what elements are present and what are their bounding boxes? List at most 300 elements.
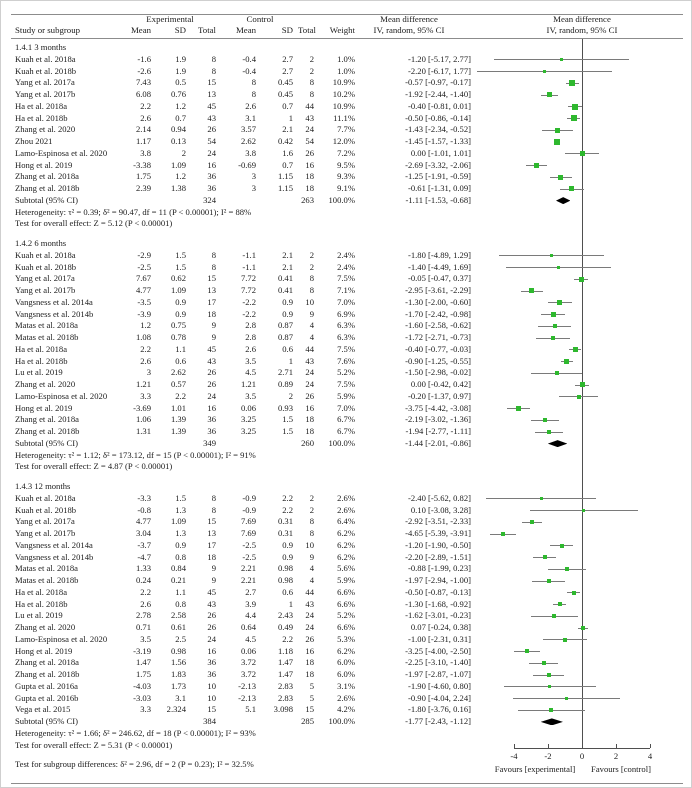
exp-total: 10 xyxy=(207,680,216,691)
weight-value: 6.6% xyxy=(337,586,355,597)
exp-sd: 1.9 xyxy=(175,65,186,76)
subtotal-exp-total: 349 xyxy=(203,437,216,448)
ctl-sd: 2.2 xyxy=(282,633,293,644)
forest-table-body xyxy=(1,42,692,771)
exp-total: 9 xyxy=(211,332,216,342)
ctl-mean: 4.4 xyxy=(245,610,256,621)
ctl-sd: 0.9 xyxy=(282,551,293,562)
ci-text: 0.10 [-3.08, 3.28] xyxy=(410,504,471,515)
ctl-sd: 2.1 xyxy=(282,124,293,135)
forest-cell xyxy=(471,148,692,160)
ctl-mean: 8 xyxy=(251,89,256,99)
header-mean1: Mean xyxy=(130,25,151,35)
study-name: Yang et al. 2017a xyxy=(15,273,75,284)
ctl-total: 10 xyxy=(305,539,314,550)
ci-text: -1.30 [-1.68, -0.92] xyxy=(405,598,471,609)
exp-sd: 1.5 xyxy=(175,249,186,260)
point-estimate-marker xyxy=(552,614,556,618)
study-name: Kuah et al. 2018a xyxy=(15,492,76,503)
weight-value: 5.6% xyxy=(337,563,355,574)
exp-total: 13 xyxy=(207,285,216,295)
weight-value: 12.0% xyxy=(332,136,355,146)
ci-text: -1.43 [-2.34, -0.52] xyxy=(405,124,471,135)
ctl-sd: 1.5 xyxy=(282,426,293,436)
exp-sd: 2.62 xyxy=(170,367,186,378)
ctl-sd: 0.98 xyxy=(277,575,293,585)
ci-text: -1.62 [-3.01, -0.23] xyxy=(405,610,471,621)
ctl-mean: 2.8 xyxy=(245,332,256,342)
exp-mean: 2.2 xyxy=(140,343,151,354)
ctl-sd: 2.1 xyxy=(282,261,293,272)
ctl-mean: 7.72 xyxy=(240,285,256,295)
ci-text: -2.95 [-3.61, -2.29] xyxy=(405,285,471,295)
ci-text: 0.00 [-1.01, 1.01] xyxy=(410,147,471,158)
ctl-mean: 3.72 xyxy=(240,657,256,668)
ctl-total: 15 xyxy=(305,704,314,715)
exp-mean: 1.21 xyxy=(135,379,151,389)
ctl-mean: 3.9 xyxy=(245,598,256,609)
weight-value: 6.2% xyxy=(337,539,355,550)
weight-value: 10.9% xyxy=(332,100,355,111)
exp-sd: 1.1 xyxy=(175,586,186,597)
subtotal-ctl-total: 285 xyxy=(301,716,314,726)
ctl-total: 9 xyxy=(309,308,314,319)
weight-value: 5.9% xyxy=(337,390,355,401)
study-name: Lamo-Espinosa et al. 2020 xyxy=(15,390,108,401)
study-name: Ha et al. 2018a xyxy=(15,586,68,597)
ctl-sd: 0.93 xyxy=(277,402,293,413)
exp-total: 8 xyxy=(211,504,216,515)
study-name: Zhang et al. 2020 xyxy=(15,379,76,389)
study-name: Zhang et al. 2018a xyxy=(15,657,79,668)
ctl-sd: 0.7 xyxy=(282,100,293,111)
ci-text: -0.90 [-4.04, 2.24] xyxy=(407,692,471,703)
subtotal-diamond xyxy=(541,718,563,725)
weight-value: 5.3% xyxy=(337,633,355,644)
ctl-sd: 0.31 xyxy=(277,516,293,527)
ctl-mean: -2.5 xyxy=(242,539,256,550)
exp-sd: 1.9 xyxy=(175,53,186,64)
exp-total: 36 xyxy=(207,171,216,182)
ci-text: -0.50 [-0.87, -0.13] xyxy=(405,586,471,597)
study-name: Gupta et al. 2016b xyxy=(15,692,79,703)
exp-total: 18 xyxy=(207,551,216,562)
point-estimate-marker xyxy=(501,532,505,536)
exp-total: 8 xyxy=(211,492,216,503)
ctl-sd: 0.7 xyxy=(282,159,293,170)
ctl-total: 2 xyxy=(309,492,314,503)
weight-value: 6.3% xyxy=(337,332,355,342)
study-name: Zhang et al. 2020 xyxy=(15,124,76,135)
ctl-mean: -1.1 xyxy=(242,261,256,272)
ci-text: 0.00 [-0.42, 0.42] xyxy=(410,379,471,389)
ctl-mean: 0.06 xyxy=(240,402,256,413)
weight-value: 6.7% xyxy=(337,414,355,425)
ctl-total: 10 xyxy=(305,296,314,307)
ctl-total: 18 xyxy=(305,669,314,679)
exp-mean: 2.6 xyxy=(140,355,151,366)
blank xyxy=(216,195,256,207)
study-name: Yang et al. 2017a xyxy=(15,516,75,527)
study-row xyxy=(1,704,692,716)
exp-total: 36 xyxy=(207,426,216,436)
weight-value: 6.0% xyxy=(337,657,355,668)
ctl-total: 2 xyxy=(309,65,314,76)
ctl-sd: 2.7 xyxy=(282,65,293,76)
study-name: Hong et al. 2019 xyxy=(15,159,73,170)
study-name: Yang et al. 2017b xyxy=(15,528,76,538)
exp-sd: 2 xyxy=(181,147,186,158)
ctl-sd: 1 xyxy=(288,112,293,123)
weight-value: 3.1% xyxy=(337,680,355,691)
overall-effect-row-text: Test for overall effect: Z = 4.87 (P < 0.00001) xyxy=(15,461,173,472)
exp-sd: 1.2 xyxy=(175,171,186,182)
study-row xyxy=(1,516,692,528)
exp-mean: -3.9 xyxy=(137,308,151,319)
exp-mean: 1.17 xyxy=(135,136,151,146)
forest-cell xyxy=(471,426,692,438)
weight-value: 2.6% xyxy=(337,504,355,515)
exp-mean: -2.6 xyxy=(137,65,151,76)
subgroup-label xyxy=(1,42,692,54)
study-row xyxy=(1,356,692,368)
study-row xyxy=(1,344,692,356)
header-sd1: SD xyxy=(174,25,186,35)
exp-sd: 0.7 xyxy=(175,112,186,123)
subtotal-ci-text: -1.44 [-2.01, -0.86] xyxy=(405,437,471,448)
ctl-sd: 1 xyxy=(288,598,293,609)
forest-cell xyxy=(471,669,692,681)
exp-total: 24 xyxy=(207,633,216,644)
ci-text: -0.20 [-1.37, 0.97] xyxy=(407,390,471,401)
study-name: Vangsness et al. 2014b xyxy=(15,551,94,562)
study-name: Matas et al. 2018a xyxy=(15,320,79,331)
forest-cell xyxy=(471,634,692,646)
header-sd2: SD xyxy=(281,25,293,35)
point-estimate-marker xyxy=(560,544,564,548)
exp-mean: 0.24 xyxy=(135,575,151,585)
point-estimate-marker xyxy=(547,673,551,677)
point-estimate-marker xyxy=(565,697,568,700)
exp-total: 9 xyxy=(211,320,216,331)
ctl-sd: 0.6 xyxy=(282,343,293,354)
subtotal-row xyxy=(1,438,692,450)
exp-mean: 7.43 xyxy=(135,77,151,88)
ctl-total: 8 xyxy=(309,516,314,527)
x-axis-tick-label: 0 xyxy=(579,751,585,761)
exp-sd: 0.9 xyxy=(175,308,186,319)
forest-cell xyxy=(471,575,692,587)
exp-mean: -3.7 xyxy=(137,539,151,550)
forest-cell xyxy=(471,77,692,89)
exp-sd: 1.1 xyxy=(175,343,186,354)
exp-mean: 3.3 xyxy=(140,704,151,715)
study-row xyxy=(1,297,692,309)
study-name: Vega et al. 2015 xyxy=(15,704,71,715)
subgroup-differences-row xyxy=(1,759,692,771)
study-name: Vangsness et al. 2014a xyxy=(15,296,93,307)
exp-sd: 2.58 xyxy=(170,610,186,621)
exp-sd: 1.01 xyxy=(170,402,186,413)
ci-text: -1.30 [-2.00, -0.60] xyxy=(405,296,471,307)
exp-sd: 1.56 xyxy=(170,657,186,668)
ci-text: -1.25 [-1.91, -0.59] xyxy=(405,171,471,182)
ctl-total: 44 xyxy=(305,343,314,354)
study-row xyxy=(1,379,692,391)
point-estimate-marker xyxy=(543,418,547,422)
forest-cell xyxy=(471,646,692,658)
ci-text: -0.61 [-1.31, 0.09] xyxy=(407,183,471,193)
weight-value: 7.7% xyxy=(337,124,355,135)
exp-sd: 2.5 xyxy=(175,633,186,644)
exp-mean: -3.03 xyxy=(133,692,151,703)
forest-cell xyxy=(471,285,692,297)
ctl-total: 24 xyxy=(305,367,314,378)
forest-cell xyxy=(471,552,692,564)
exp-total: 9 xyxy=(211,563,216,574)
weight-value: 7.0% xyxy=(337,296,355,307)
ctl-sd: 0.31 xyxy=(277,528,293,538)
point-estimate-marker xyxy=(557,266,560,269)
forest-cell xyxy=(471,681,692,693)
exp-mean: 1.75 xyxy=(135,171,151,182)
ci-text: -2.25 [-3.10, -1.40] xyxy=(405,657,471,668)
blank xyxy=(127,438,151,450)
point-estimate-marker xyxy=(573,347,578,352)
ctl-total: 44 xyxy=(305,586,314,597)
ctl-mean: -0.4 xyxy=(242,53,256,64)
exp-sd: 0.9 xyxy=(175,539,186,550)
exp-total: 45 xyxy=(207,100,216,111)
exp-total: 45 xyxy=(207,586,216,597)
weight-value: 9.3% xyxy=(337,171,355,182)
exp-total: 8 xyxy=(211,261,216,272)
study-name: Gupta et al. 2016a xyxy=(15,680,79,691)
ci-text: -1.72 [-2.71, -0.73] xyxy=(405,332,471,342)
subgroup-label-text: 1.4.1 3 months xyxy=(15,42,67,52)
point-estimate-marker xyxy=(550,254,553,257)
point-estimate-marker xyxy=(558,175,563,180)
study-row xyxy=(1,66,692,78)
exp-sd: 0.9 xyxy=(175,296,186,307)
exp-mean: 3.8 xyxy=(140,147,151,158)
exp-sd: 1.2 xyxy=(175,100,186,111)
exp-sd: 1.83 xyxy=(170,669,186,679)
forest-cell xyxy=(471,438,692,450)
forest-cell xyxy=(471,183,692,195)
study-row xyxy=(1,320,692,332)
forest-cell xyxy=(471,136,692,148)
weight-value: 5.9% xyxy=(337,575,355,585)
exp-total: 36 xyxy=(207,657,216,668)
ctl-mean: 7.69 xyxy=(240,516,256,527)
heterogeneity-row-text: Heterogeneity: τ² = 1.12; δ² = 173.12, df = 15 (P < 0.00001); I² = 91% xyxy=(15,449,256,460)
favours-right-label: Favours [control] xyxy=(591,764,651,774)
ctl-total: 16 xyxy=(305,402,314,413)
ctl-mean: -2.13 xyxy=(238,680,256,691)
ctl-total: 8 xyxy=(309,285,314,295)
exp-mean: 3 xyxy=(146,367,151,378)
study-row xyxy=(1,183,692,195)
study-row xyxy=(1,136,692,148)
header-md-sub: IV, random, 95% CI xyxy=(373,25,445,35)
ctl-total: 54 xyxy=(305,136,314,146)
ctl-mean: 2.6 xyxy=(245,343,256,354)
study-name: Matas et al. 2018b xyxy=(15,332,79,342)
ctl-mean: 8 xyxy=(251,77,256,88)
subtotal-diamond xyxy=(548,440,568,447)
study-row xyxy=(1,528,692,540)
ci-text: -1.94 [-2.77, -1.11] xyxy=(405,426,471,436)
ctl-total: 24 xyxy=(305,124,314,135)
study-row xyxy=(1,414,692,426)
exp-sd: 3.1 xyxy=(175,692,186,703)
ctl-mean: 3 xyxy=(251,171,256,182)
exp-mean: 1.31 xyxy=(135,426,151,436)
ctl-sd: 0.89 xyxy=(277,379,293,389)
exp-mean: 2.39 xyxy=(135,183,151,193)
weight-value: 7.0% xyxy=(337,402,355,413)
ctl-sd: 2.2 xyxy=(282,504,293,515)
exp-sd: 2.324 xyxy=(166,704,186,715)
header-mean2: Mean xyxy=(235,25,256,35)
study-row xyxy=(1,693,692,705)
exp-sd: 0.94 xyxy=(170,124,186,135)
exp-mean: -3.5 xyxy=(137,296,151,307)
header-total1: Total xyxy=(198,25,216,35)
exp-mean: -2.5 xyxy=(137,261,151,272)
exp-total: 13 xyxy=(207,528,216,538)
weight-value: 2.6% xyxy=(337,692,355,703)
ctl-mean: 3.5 xyxy=(245,355,256,366)
exp-total: 26 xyxy=(207,622,216,632)
study-name: Matas et al. 2018b xyxy=(15,575,79,585)
ctl-mean: 5.1 xyxy=(245,704,256,715)
ctl-total: 18 xyxy=(305,426,314,436)
header-weight: Weight xyxy=(329,25,355,35)
ci-text: -0.88 [-1.99, 0.23] xyxy=(407,563,471,574)
exp-mean: 0.71 xyxy=(135,622,151,632)
study-name: Zhou 2021 xyxy=(15,136,53,146)
ctl-sd: 0.45 xyxy=(277,77,293,88)
ctl-sd: 3.098 xyxy=(273,704,293,715)
ci-text: -2.20 [-6.17, 1.77] xyxy=(407,65,471,76)
point-estimate-marker xyxy=(549,708,553,712)
ctl-total: 2 xyxy=(309,249,314,260)
exp-mean: -3.38 xyxy=(133,159,151,170)
subgroup-label-text: 1.4.2 6 months xyxy=(15,238,67,248)
forest-cell xyxy=(471,297,692,309)
study-name: Zhang et al. 2018a xyxy=(15,414,79,425)
point-estimate-marker xyxy=(547,579,551,583)
ci-text: -0.57 [-0.97, -0.17] xyxy=(405,77,471,88)
exp-sd: 0.6 xyxy=(175,355,186,366)
study-row xyxy=(1,646,692,658)
exp-total: 54 xyxy=(207,136,216,146)
ctl-mean: 1.21 xyxy=(240,379,256,389)
study-row xyxy=(1,575,692,587)
ci-text: -2.92 [-3.51, -2.33] xyxy=(405,516,471,527)
ctl-mean: -1.1 xyxy=(242,249,256,260)
ctl-total: 5 xyxy=(309,692,314,703)
study-row xyxy=(1,669,692,681)
ci-text: -1.60 [-2.58, -0.62] xyxy=(405,320,471,331)
study-row xyxy=(1,552,692,564)
exp-sd: 0.75 xyxy=(170,320,186,331)
forest-cell xyxy=(471,160,692,172)
exp-sd: 0.76 xyxy=(170,89,186,99)
weight-value: 10.9% xyxy=(332,77,355,88)
exp-total: 16 xyxy=(207,402,216,413)
forest-cell xyxy=(471,101,692,113)
ctl-total: 5 xyxy=(309,680,314,691)
forest-cell xyxy=(471,403,692,415)
ctl-sd: 1.47 xyxy=(277,657,293,668)
exp-mean: 7.67 xyxy=(135,273,151,284)
exp-total: 26 xyxy=(207,379,216,389)
exp-sd: 0.13 xyxy=(170,136,186,146)
subtotal-weight: 100.0% xyxy=(328,194,355,205)
ctl-sd: 2.43 xyxy=(277,610,293,621)
study-name: Ha et al. 2018b xyxy=(15,598,68,609)
exp-total: 16 xyxy=(207,159,216,170)
exp-mean: 2.14 xyxy=(135,124,151,135)
forest-cell xyxy=(471,250,692,262)
study-name: Zhang et al. 2018b xyxy=(15,183,80,193)
ctl-total: 2 xyxy=(309,261,314,272)
ci-text: -1.90 [-4.60, 0.80] xyxy=(407,680,471,691)
weight-value: 2.6% xyxy=(337,492,355,503)
ctl-total: 9 xyxy=(309,551,314,562)
section-gap xyxy=(1,230,692,238)
exp-sd: 0.84 xyxy=(170,563,186,574)
exp-mean: 6.08 xyxy=(135,89,151,99)
header-group-experimental: Experimental xyxy=(146,14,194,24)
ctl-total: 8 xyxy=(309,77,314,88)
study-name: Ha et al. 2018b xyxy=(15,112,68,123)
ctl-sd: 0.42 xyxy=(277,136,293,146)
ctl-total: 24 xyxy=(305,379,314,389)
ctl-total: 26 xyxy=(305,633,314,644)
ctl-total: 18 xyxy=(305,657,314,668)
ci-text: -2.40 [-5.62, 0.82] xyxy=(407,492,471,503)
forest-cell xyxy=(471,716,692,728)
ci-text: -1.97 [-2.87, -1.07] xyxy=(405,669,471,679)
point-estimate-marker xyxy=(555,371,559,375)
blank xyxy=(151,195,186,207)
exp-total: 26 xyxy=(207,610,216,621)
blank xyxy=(216,716,256,728)
exp-total: 36 xyxy=(207,414,216,425)
forest-cell xyxy=(471,414,692,426)
exp-mean: 1.06 xyxy=(135,414,151,425)
point-estimate-marker xyxy=(516,406,521,411)
overall-effect-row xyxy=(1,740,692,752)
forest-cell xyxy=(471,54,692,66)
ctl-mean: 0.64 xyxy=(240,622,256,632)
exp-sd: 1.39 xyxy=(170,414,186,425)
blank xyxy=(256,438,293,450)
ctl-sd: 2.71 xyxy=(277,367,293,378)
ctl-mean: 4.5 xyxy=(245,367,256,378)
exp-mean: -4.7 xyxy=(137,551,151,562)
ctl-total: 43 xyxy=(305,598,314,609)
exp-sd: 1.09 xyxy=(170,159,186,170)
study-row xyxy=(1,634,692,646)
weight-value: 2.4% xyxy=(337,261,355,272)
point-estimate-marker xyxy=(572,591,576,595)
section-gap xyxy=(1,473,692,481)
